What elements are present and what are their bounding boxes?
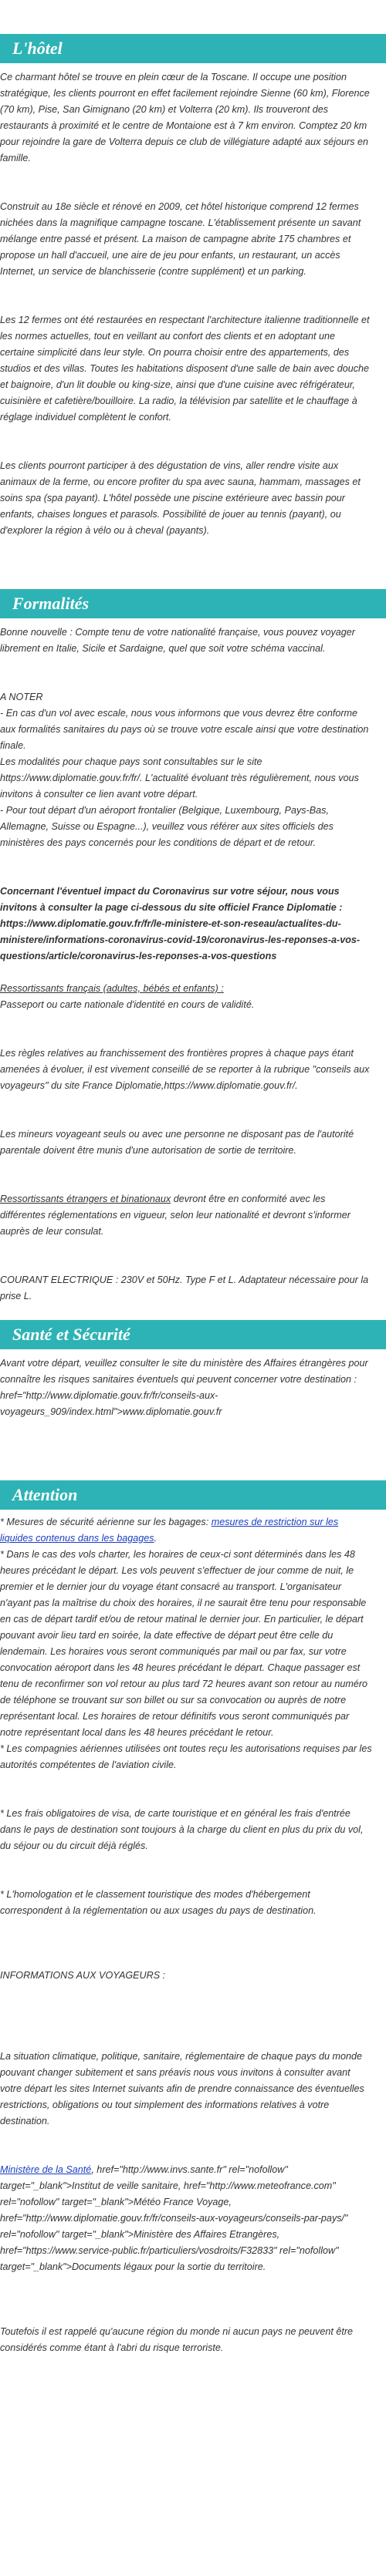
section-header-sante <box>0 1320 386 1349</box>
traveller-info-heading: INFORMATIONS AUX VOYAGEURS : <box>0 1970 166 1981</box>
health-ministry-link[interactable]: Ministère de la Santé <box>0 2164 92 2175</box>
foreign-nationals-text: devront être en conformité avec les différentes réglementations en vigueur, selon leur nationalité et devront s'informer auprès de leur consulat. <box>0 1194 350 1237</box>
covid-notice: Concernant l'éventuel impact du Coronavirus sur votre séjour, nous vous invitons à consulter la page ci-dessous du site officiel France Diplomatie : https://www.diplomatie.gouv.fr/fr/le-ministere-et-son-reseau/actualites-du-ministere/informations-coronavirus-covid-19/coronavirus-les-reponses-a-vos-questions/article/coronavirus-les-reponses-a-vos-questions <box>0 886 361 961</box>
foreign-nationals-heading: Ressortissants étrangers et binationaux <box>0 1194 171 1204</box>
liquids-restriction-link[interactable]: mesures de restriction sur les liquides contenus dans les bagages <box>0 1517 339 1544</box>
section-body-attention <box>0 1514 378 2372</box>
note-heading: A NOTER <box>0 692 43 702</box>
useful-links-text: , href="http://www.invs.sante.fr" rel="nofollow" target="_blank">Institut de veille sanitaire, href="http://www.meteofrance.com" rel="nofollow" target="_blank">Météo France Voyage, href="http://www.diplomatie.gouv.fr/fr/conseils-aux-voyageurs/conseils-par-pays/" rel="nofollow" target="_blank">Ministère des Affaires Etrangères, href="https://www.service-public.fr/particuliers/vosdroits/F32833" rel="nofollow" target="_blank">Documents légaux pour la sortie du territoire. <box>0 2164 348 2272</box>
hotel-paragraph: Les clients pourront participer à des dégustation de vins, aller rendre visite aux animaux de la ferme, ou encore profiter du spa avec sauna, hammam, massages et soins spa (spa payant). L'hôtel possède une piscine extérieure avec bassin pour enfants, chaises longues et parasols. Possibilité de jouer au tennis (payant), ou d'explorer la région à vélo ou à cheval (payants). <box>0 460 361 536</box>
visa-fees-text: * Les frais obligatoires de visa, de carte touristique et en général les frais d'entrée dans le pays de destination sont toujours à la charge du client en plus du prix du vol, du séjour ou du circuit déjà réglés. <box>0 1808 364 1851</box>
section-header-formalites <box>0 589 386 618</box>
accommodation-rating-text: * L'homologation et le classement touristique des modes d'hébergement correspondent à la réglementation ou aux usages du pays de destination. <box>0 1889 317 1916</box>
section-body-sante <box>0 1355 378 1436</box>
airlines-text: * Les compagnies aériennes utilisées ont toutes reçu les autorisations requises par les autorités compétentes de l'aviation civile. <box>0 1743 372 1770</box>
section-body-hotel <box>0 69 378 555</box>
hotel-paragraph: Construit au 18e siècle et rénové en 2009, cet hôtel historique comprend 12 fermes nichées dans la magnifique campagne toscane. L'établissement présente un savant mélange entre passé et présent. La maison de campagne abrite 175 chambres et propose un hall d'accueil, une aire de jeu pour enfants, un restaurant, un accès Internet, un service de blanchisserie (contre supplément) et un parking. <box>0 201 361 277</box>
note-item: - Pour tout départ d'un aéroport frontalier (Belgique, Luxembourg, Pays-Bas, Allemagne, Suisse ou Espagne...), veuillez vous référer aux sites officiels des ministères des pays concernés pour les conditions de départ et de retour. <box>0 805 334 848</box>
formalites-paragraph: Bonne nouvelle : Compte tenu de votre nationalité française, vous pouvez voyager librement en Italie, Sicile et Sardaigne, quel que soit votre schéma vaccinal. <box>0 627 355 654</box>
section-header-hotel <box>0 34 386 63</box>
security-suffix: . <box>154 1533 157 1544</box>
french-nationals-heading: Ressortissants français (adultes, bébés et enfants) : <box>0 983 224 994</box>
hotel-paragraph: Les 12 fermes ont été restaurées en respectant l'architecture italienne traditionnelle et les normes actuelles, tout en veillant au confort des clients et en adoptant une certaine simplicité dans leur style. On pourra choisir entre des appartements, des studios et des villas. Toutes les habitations disposent d'une salle de bain avec douche et baignoire, d'un lit double ou king-size, ainsi que d'une cuisine avec réfrigérateur, cuisinière et cafetière/bouilloire. La radio, la télévision par satellite et le chauffage à réglage individuel complètent le confort. <box>0 315 370 423</box>
security-prefix: * Mesures de sécurité aérienne sur les bagages: <box>0 1517 212 1527</box>
section-title-attention: Attention <box>12 1485 78 1504</box>
note-item: - En cas d'un vol avec escale, nous vous informons que vous devrez être conforme aux formalités sanitaires du pays où se trouve votre escale ainsi que votre destination finale. <box>0 708 369 751</box>
section-title-hotel: L'hôtel <box>12 39 63 58</box>
hotel-paragraph: Ce charmant hôtel se trouve en plein cœur de la Toscane. Il occupe une position stratégique, les clients pourront en effet facilement rejoindre Sienne (60 km), Florence (70 km), Pise, San Gimignano (20 km) et Volterra (20 km). Ils trouveront des restaurants à proximité et le centre de Montaione est à 7 km environ. Comptez 20 km pour rejoindre la gare de Volterra depuis ce club de villégiature adapté aux séjours en famille. <box>0 72 370 163</box>
section-body-formalites <box>0 625 378 1321</box>
minors-text: Les mineurs voyageant seuls ou avec une personne ne disposant pas de l'autorité parentale doivent être munis d'une autorisation de sortie de territoire. <box>0 1129 354 1156</box>
electric-current-text: COURANT ELECTRIQUE : 230V et 50Hz. Type F et L. Adaptateur nécessaire pour la prise L. <box>0 1275 369 1301</box>
section-title-formalites: Formalités <box>12 594 90 613</box>
note-item: Les modalités pour chaque pays sont consultables sur le site https://www.diplomatie.gouv.fr/fr/. L'actualité évoluant très régulièrement, nous vous invitons à consulter ce lien avant votre départ. <box>0 756 359 800</box>
terrorism-risk-text: Toutefois il est rappelé qu'aucune région du monde ni aucun pays ne peuvent être considérés comme étant à l'abri du risque terroriste. <box>0 2326 354 2353</box>
charter-flights-text: * Dans le cas des vols charter, les horaires de ceux-ci sont déterminés dans les 48 heures précédant le départ. Les vols peuvent s'effectuer de jour comme de nuit, le premier et le dernier jour du voyage étant consacré au transport. L'organisateur n'ayant pas la maîtrise du choix des horaires, il ne saurait être tenu pour responsable en cas de départ tardif et/ou de retour matinal le dernier jour. En particulier, le départ pouvant avoir lieu tard en soirée, la date effective de départ peut être celle du lendemain. Les horaires vous seront communiqués par mail ou par fax, sur votre convocation aéroport dans les 48 heures précédant le départ. Chaque passager est tenu de reconfirmer son vol retour au plus tard 72 heures avant son retour au numéro de téléphone se trouvant sur son billet ou sur sa convocation ou auprès de notre représentant local. Les horaires de retour définitifs vous seront communiqués par notre représentant local dans les 48 heures précédant le retour. <box>0 1549 368 1738</box>
french-nationals-text: Passeport ou carte nationale d'identité en cours de validité. <box>0 999 255 1010</box>
section-title-sante: Santé et Sécurité <box>12 1325 130 1344</box>
sante-paragraph: Avant votre départ, veuillez consulter le site du ministère des Affaires étrangères pour connaître les risques sanitaires éventuels qui peuvent concerner votre destination : href="http://www.diplomatie.gouv.fr/fr/conseils-aux-voyageurs_909/index.html">www.diplomatie.gouv.fr <box>0 1358 368 1417</box>
border-rules-text: Les règles relatives au franchissement des frontières propres à chaque pays étant amenées à évoluer, il est vivement conseillé de se reporter à la rubrique "conseils aux voyageurs" du site France Diplomatie,https://www.diplomatie.gouv.fr/. <box>0 1048 370 1091</box>
travel-situation-text: La situation climatique, politique, sanitaire, réglementaire de chaque pays du monde pouvant changer subitement et sans préavis nous vous invitons à consulter avant votre départ les sites Internet suivants afin de prendre connaissance des éventuelles restrictions, obligations ou tout simplement des informations relatives à votre destination. <box>0 2051 364 2126</box>
section-header-attention <box>0 1480 386 1510</box>
